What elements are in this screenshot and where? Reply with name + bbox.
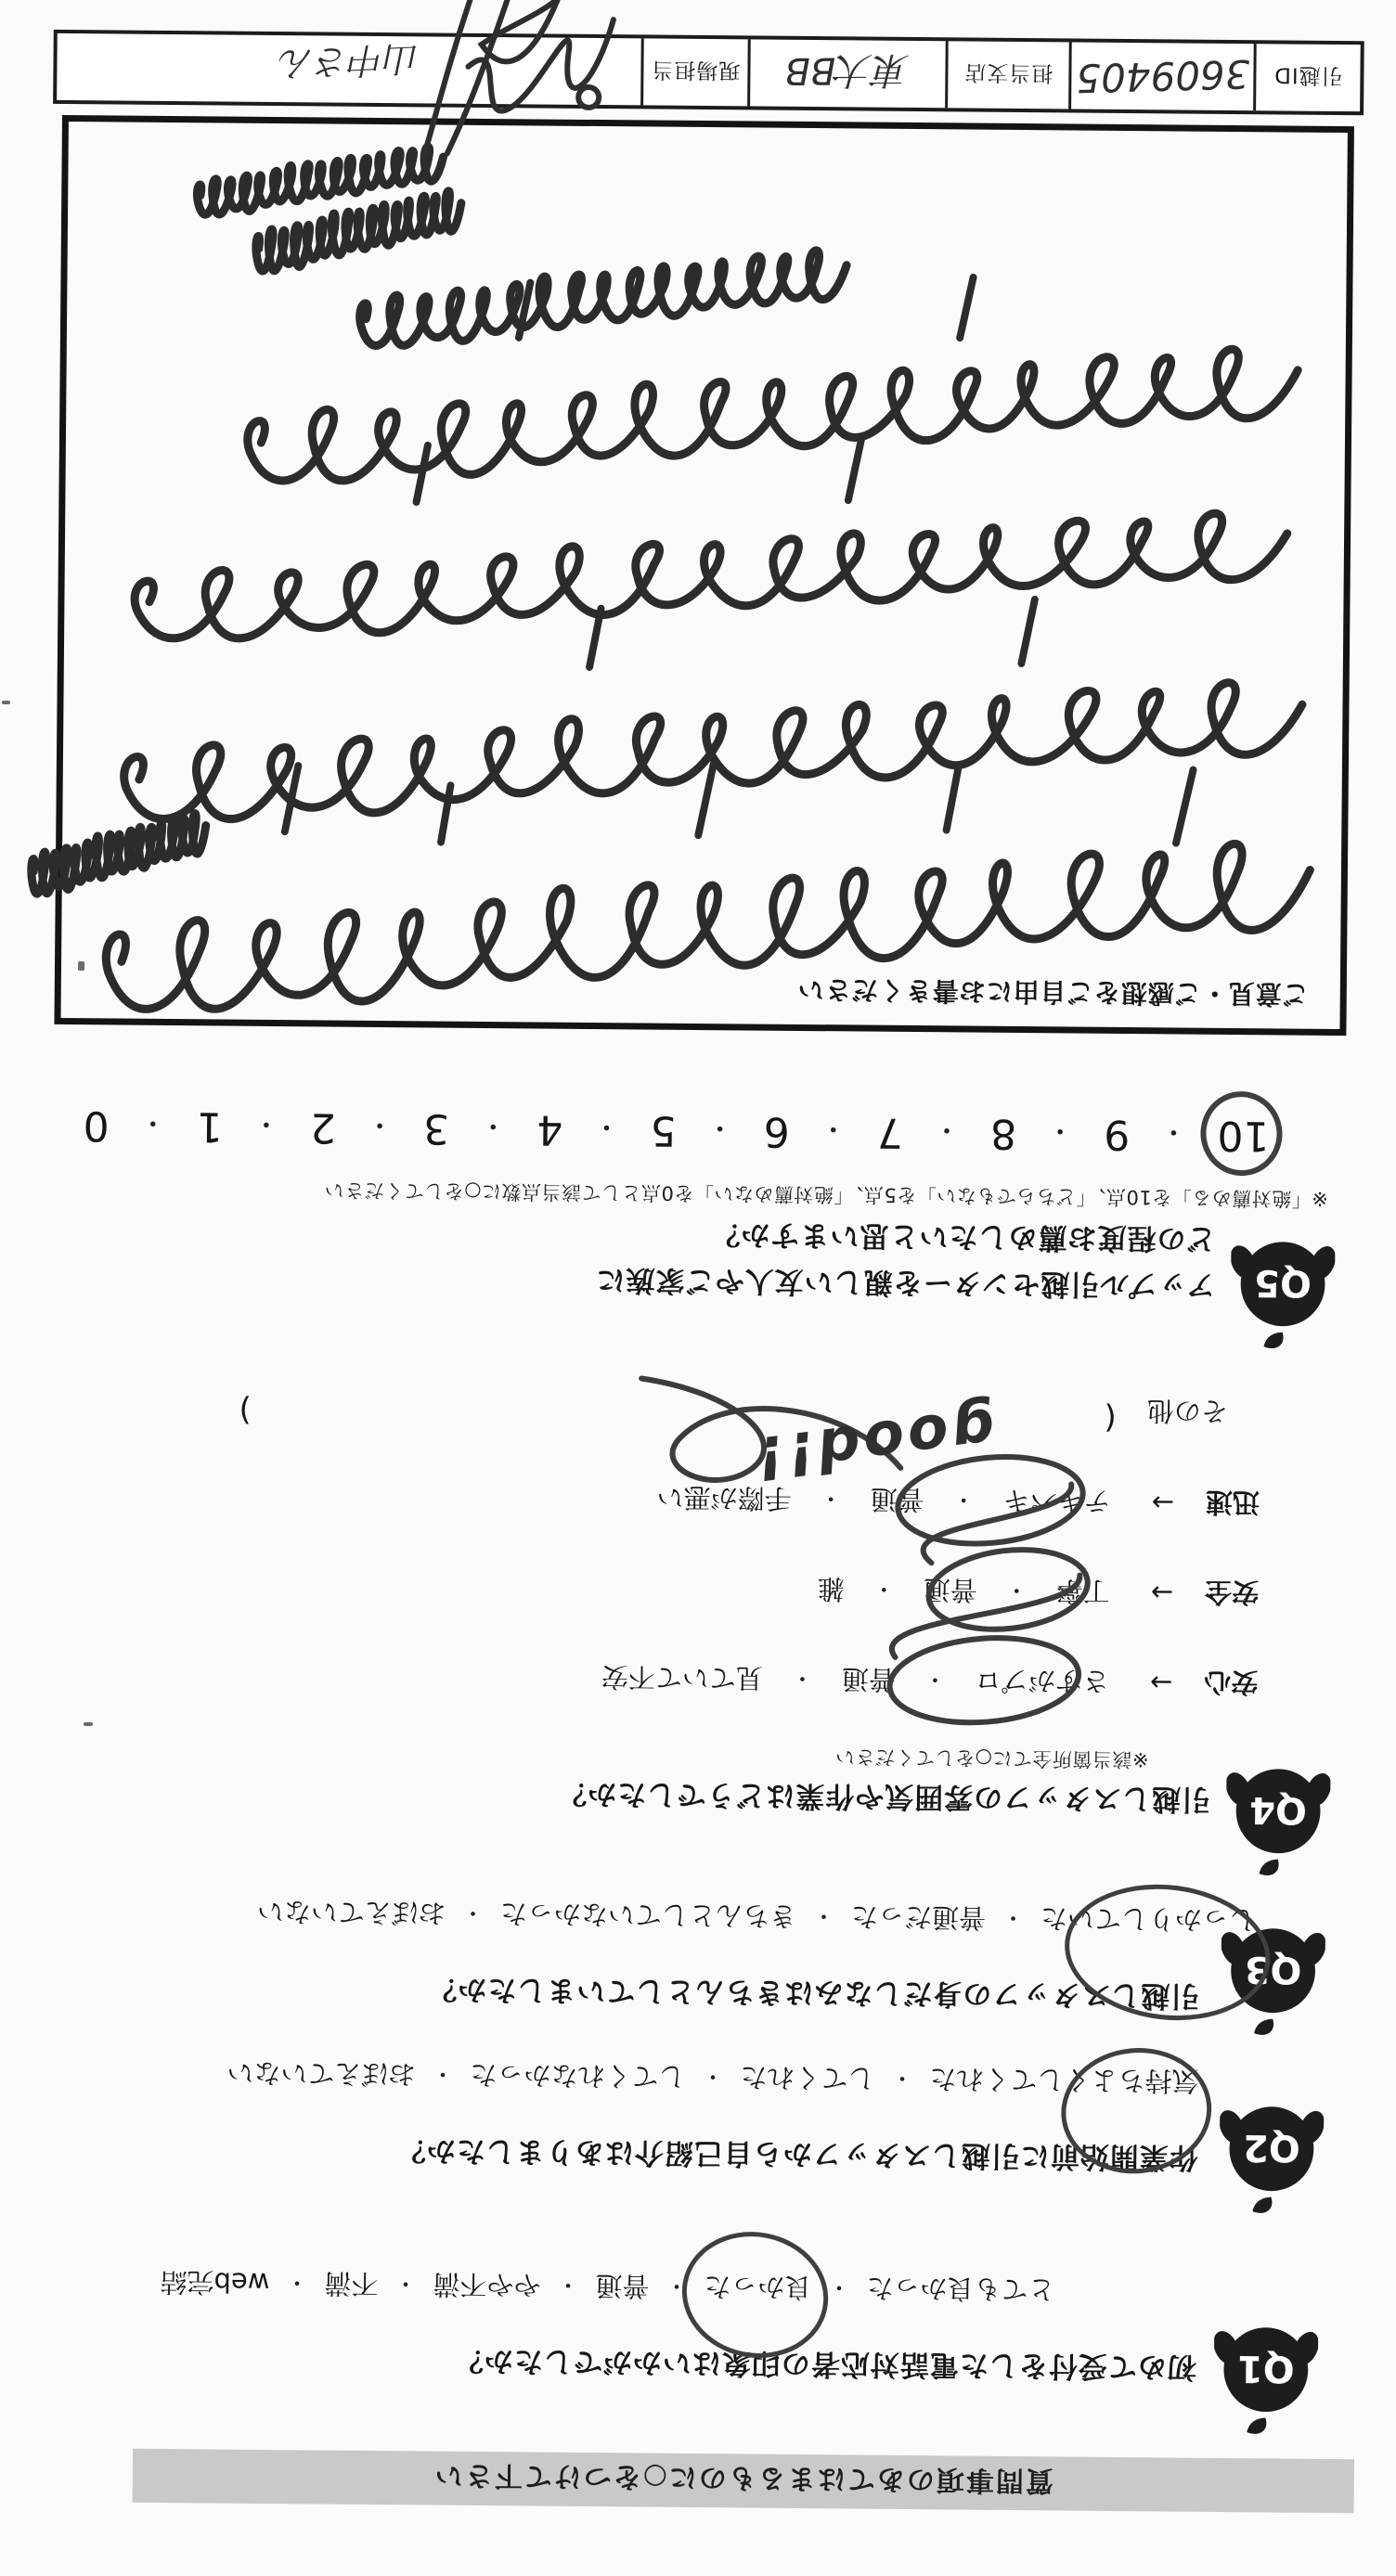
- title-bar-text: 質問事項のあてはまるものに○をつけて下さい: [433, 2458, 1054, 2497]
- option-separator: ・: [923, 1666, 948, 1694]
- scale-separator: ・: [252, 1107, 281, 1140]
- option-separator: ・: [665, 2273, 689, 2300]
- q1-badge-icon: [1213, 2319, 1318, 2435]
- scale-separator: ・: [1159, 1114, 1188, 1149]
- q5-scale-value: 8: [989, 1109, 1017, 1157]
- moving-id-label: 引越ID: [1273, 62, 1343, 88]
- option-separator: ・: [951, 1486, 976, 1514]
- option-separator: ・: [285, 2269, 309, 2297]
- q5-question-line2: どの程度お薦めしたいと思いますか？: [710, 1217, 1216, 1256]
- q5-scale-value: 3: [422, 1104, 450, 1153]
- q3-option: 普通だった: [850, 1900, 987, 1934]
- q1-badge-label: Q1: [1236, 2346, 1295, 2390]
- q5-scale-value: 7: [876, 1108, 904, 1156]
- option-separator: ・: [701, 2063, 725, 2091]
- q5-question-line1: アップル引越センターを親しい友人やご家族に: [595, 1263, 1216, 1302]
- q4-badge-label: Q4: [1249, 1788, 1308, 1832]
- scale-separator: ・: [932, 1113, 962, 1146]
- q1-option: 普通: [595, 2270, 650, 2302]
- scale-separator: ・: [138, 1106, 167, 1140]
- q1-question: 初めて受付をした電話対応者の印象はいかがでしたか？: [453, 2343, 1197, 2384]
- option-separator: ・: [394, 2270, 418, 2298]
- q3-option-selected: しっかりしていた: [1041, 1900, 1256, 1940]
- scan-artifact: [78, 961, 84, 971]
- q3-options: [257, 1894, 1256, 1940]
- footer-id-table: [53, 30, 1364, 115]
- q5-badge-label: Q5: [1254, 1261, 1312, 1305]
- q4-other-paren-close: ): [239, 1391, 252, 1429]
- q3-option: きちんとしていなかった: [499, 1898, 797, 1932]
- q4-row3-option: 普通: [870, 1483, 924, 1516]
- q4-question: 引越しスタッフの雰囲気や作業はどうでしたか？: [557, 1776, 1211, 1816]
- q3-badge-label: Q3: [1244, 1948, 1302, 1991]
- option-separator: ・: [1001, 1904, 1026, 1932]
- handwritten-comment-scribbles: [61, 122, 1348, 1029]
- scale-separator: ・: [705, 1111, 734, 1144]
- q5-scale-value: 0: [83, 1101, 110, 1150]
- q4-row-label: 安全: [1204, 1576, 1260, 1609]
- scan-artifact: [2, 701, 10, 704]
- q4-row2-option: 雑: [817, 1573, 845, 1605]
- scale-separator: ・: [365, 1108, 394, 1141]
- q5-scale-value: 2: [309, 1103, 337, 1152]
- q4-other-label: その他: [1146, 1395, 1229, 1427]
- q4-other-paren-open: (: [1104, 1398, 1117, 1436]
- q4-row-label: 安心: [1204, 1666, 1259, 1699]
- q5-scale-selected: 10: [1217, 1112, 1269, 1159]
- option-separator: ・: [890, 2065, 914, 2093]
- option-separator: ・: [827, 2273, 851, 2301]
- q5-scale-value: 6: [763, 1107, 790, 1155]
- q4-note: ※該当箇所全てに○をしてください: [834, 1745, 1149, 1771]
- branch-handwritten-value: 東大BB: [784, 48, 911, 93]
- q4-row1-option-selected: さすがプロ: [974, 1664, 1110, 1697]
- q2-question: 作業開始前に引越しスタッフから自己紹介はありましたか？: [395, 2133, 1199, 2174]
- title-bar: [133, 2449, 1354, 2513]
- scale-separator: ・: [479, 1109, 508, 1142]
- option-separator: ・: [556, 2272, 580, 2299]
- q1-options: [160, 2264, 1054, 2310]
- q5-scale-value: 5: [650, 1106, 677, 1154]
- branch-label: 担当支店: [963, 59, 1053, 85]
- q4-other-handwritten-value: good!!: [748, 1392, 1000, 1493]
- comment-box-label: ご意見・ご感想をご自由にお書きください: [796, 973, 1309, 1010]
- q1-option: 不満: [324, 2267, 379, 2300]
- q2-option: おぼえていない: [226, 2056, 416, 2091]
- q4-row2-option-selected: 丁寧: [1055, 1575, 1110, 1607]
- comment-box: [54, 115, 1353, 1036]
- option-separator: ・: [460, 1900, 485, 1927]
- q5-note: ※「絶対薦める」を10点、「どちらでもない」を5点、「絶対薦めない」を0点として該当点数に○をしてください: [324, 1179, 1328, 1210]
- option-separator: ・: [811, 1902, 836, 1930]
- option-separator: ・: [431, 2061, 455, 2089]
- q4-row-label: 迅速: [1205, 1486, 1260, 1519]
- site-staff-handwritten-value: 山中さん: [278, 37, 421, 84]
- option-separator: ・: [872, 1576, 896, 1604]
- q5-rating-scale: [83, 1101, 1269, 1159]
- pen-loops-q4: [566, 1302, 1164, 1753]
- q5-scale-value: 1: [196, 1102, 224, 1151]
- q4-row1-option: 見ていて不安: [601, 1661, 764, 1694]
- signature-cell: [57, 33, 641, 105]
- option-separator: ・: [819, 1485, 843, 1513]
- q5-badge-icon: [1230, 1233, 1335, 1349]
- q4-row1-option: 普通: [841, 1663, 897, 1695]
- q4-badge-icon: [1225, 1760, 1330, 1876]
- arrow-icon: →: [1150, 1577, 1174, 1609]
- moving-id-handwritten-value: 3609405: [1075, 51, 1250, 102]
- q2-badge-label: Q2: [1242, 2126, 1300, 2170]
- q1-option: とても良かった: [866, 2272, 1055, 2306]
- q4-row3-option-selected: テキパキ: [1002, 1484, 1111, 1517]
- option-separator: ・: [1004, 1577, 1028, 1604]
- q1-option: web完結: [160, 2265, 270, 2299]
- q3-question: 引越しスタッフの身だしなみはきちんとしていましたか？: [427, 1972, 1200, 2013]
- arrow-icon: →: [1151, 1487, 1175, 1519]
- scale-separator: ・: [592, 1110, 621, 1143]
- q4-row2-option: 普通: [923, 1574, 977, 1606]
- q3-option: おぼえていない: [256, 1895, 446, 1929]
- q1-option: やや不満: [433, 2268, 541, 2301]
- q2-badge-icon: [1219, 2098, 1324, 2214]
- arrow-icon: →: [1149, 1667, 1173, 1699]
- q2-option: してくれた: [740, 2061, 875, 2094]
- scale-separator: ・: [819, 1112, 848, 1145]
- scale-separator: ・: [1046, 1114, 1075, 1148]
- scan-artifact: [84, 1722, 93, 1726]
- q1-option-selected: 良かった: [704, 2269, 811, 2308]
- q5-scale-value: 4: [536, 1105, 563, 1153]
- q2-options: [226, 2055, 1198, 2102]
- q2-option-selected: 気持ちよくしてくれた: [929, 2061, 1198, 2102]
- site-staff-label: 現場担当: [651, 58, 741, 83]
- q5-scale-value: 9: [1104, 1110, 1131, 1159]
- q2-option: してくれなかった: [470, 2058, 686, 2093]
- q4-row3-option: 手際が悪い: [656, 1481, 792, 1514]
- option-separator: ・: [790, 1665, 815, 1693]
